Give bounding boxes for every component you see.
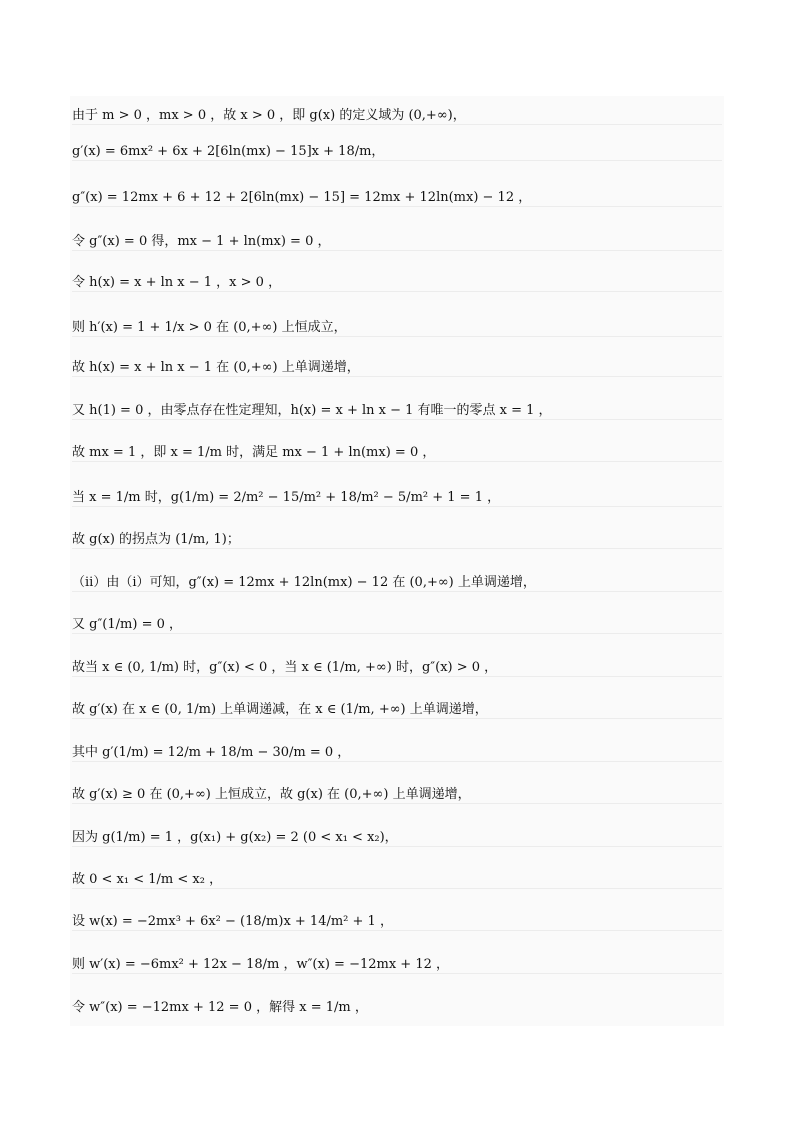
text-line: g′(x) = 6mx² + 6x + 2[6ln(mx) − 15]x + 18/m， (72, 144, 722, 161)
text-line: g″(x) = 12mx + 6 + 12 + 2[6ln(mx) − 15] = 12mx + 12ln(mx) − 12 ， (72, 190, 722, 207)
text-line: 令 w″(x) = −12mx + 12 = 0 ，解得 x = 1/m ， (72, 1000, 368, 1015)
text-line: 又 h(1) = 0 ，由零点存在性定理知，h(x) = x + ln x − 1 有唯一的零点 x = 1 ， (72, 403, 722, 420)
text-line: 当 x = 1/m 时，g(1/m) = 2/m² − 15/m² + 18/m² − 5/m² + 1 = 1 ， (72, 490, 722, 507)
text-line: 故 g(x) 的拐点为 (1/m, 1)； (72, 532, 722, 549)
text-line: （ii）由（i）可知，g″(x) = 12mx + 12ln(mx) − 12 在 (0,+∞) 上单调递增， (72, 575, 722, 592)
text-line: 故 g′(x) 在 x ∈ (0, 1/m) 上单调递减，在 x ∈ (1/m, +∞) 上单调递增， (72, 702, 722, 719)
text-line: 其中 g′(1/m) = 12/m + 18/m − 30/m = 0 ， (72, 745, 722, 762)
text-line: 设 w(x) = −2mx³ + 6x² − (18/m)x + 14/m² + 1 ， (72, 914, 722, 931)
text-line: 令 h(x) = x + ln x − 1 ，x > 0 ， (72, 275, 722, 292)
text-line: 因为 g(1/m) = 1 ，g(x₁) + g(x₂) = 2 (0 < x₁ < x₂)， (72, 830, 722, 847)
text-line: 又 g″(1/m) = 0 ， (72, 617, 722, 634)
text-line: 故 g′(x) ≥ 0 在 (0,+∞) 上恒成立，故 g(x) 在 (0,+∞) 上单调递增， (72, 787, 722, 804)
text-line: 则 h′(x) = 1 + 1/x > 0 在 (0,+∞) 上恒成立， (72, 320, 722, 337)
text-line: 故 0 < x₁ < 1/m < x₂ ， (72, 872, 722, 889)
text-line: 故当 x ∈ (0, 1/m) 时，g″(x) < 0 ，当 x ∈ (1/m, +∞) 时，g″(x) > 0 ， (72, 660, 722, 677)
text-line: 由于 m > 0 ，mx > 0 ，故 x > 0 ，即 g(x) 的定义域为 (0,+∞)， (72, 108, 722, 125)
text-line: 则 w′(x) = −6mx² + 12x − 18/m ，w″(x) = −12mx + 12 ， (72, 957, 722, 974)
text-line: 故 mx = 1 ，即 x = 1/m 时，满足 mx − 1 + ln(mx) = 0 ， (72, 445, 722, 462)
text-line: 故 h(x) = x + ln x − 1 在 (0,+∞) 上单调递增， (72, 360, 722, 377)
text-line: 令 g″(x) = 0 得，mx − 1 + ln(mx) = 0 ， (72, 234, 722, 251)
